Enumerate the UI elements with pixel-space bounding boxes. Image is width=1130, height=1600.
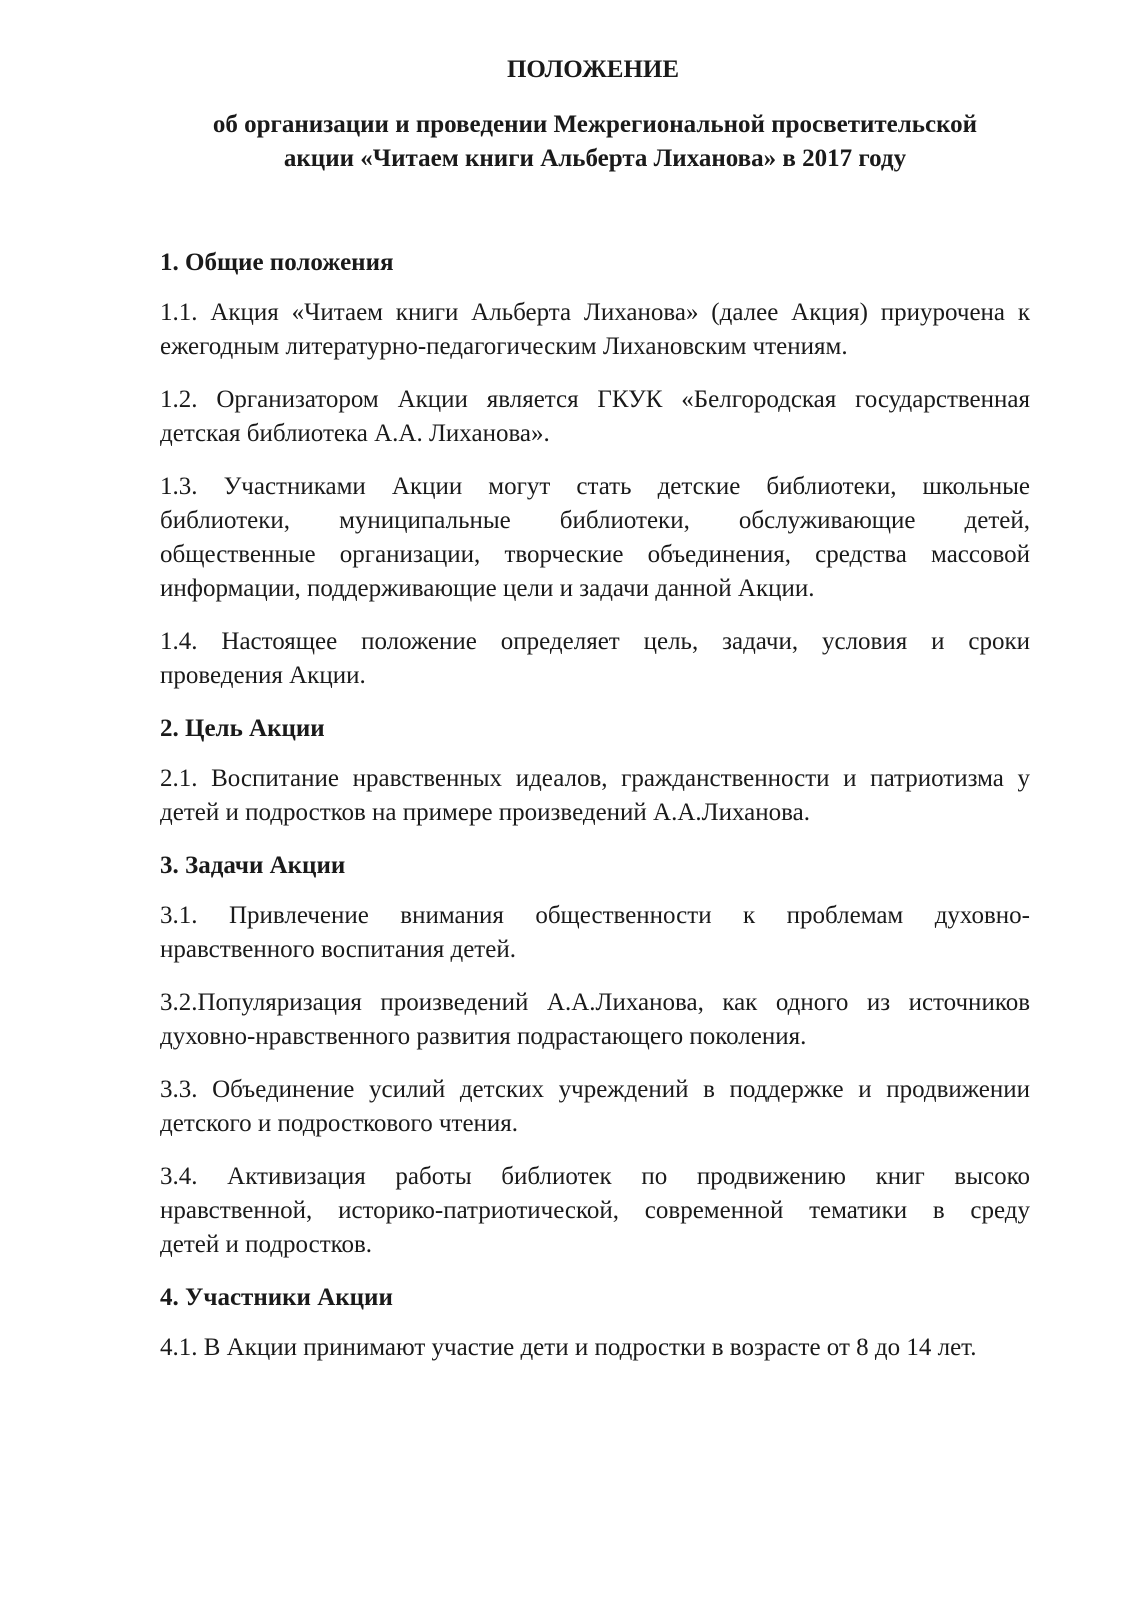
paragraph xyxy=(160,762,1030,830)
document-title: ПОЛОЖЕНИЕ xyxy=(506,56,680,83)
paragraph xyxy=(160,470,1030,606)
paragraph-line: детская библиотека А.А. Лиханова». xyxy=(160,420,550,447)
paragraph-line: 4.1. В Акции принимают участие дети и подростки в возрасте от 8 до 14 лет. xyxy=(160,1334,977,1361)
paragraph-line: 2.1. Воспитание нравственных идеалов, гражданственности и патриотизма у xyxy=(160,765,1030,792)
subtitle-line: об организации и проведении Межрегиональной просветительской xyxy=(212,111,978,138)
section-heading: 1. Общие положения xyxy=(160,249,394,276)
paragraph-line: 3.4. Активизация работы библиотек по продвижению книг высоко xyxy=(160,1163,1030,1190)
paragraph-line: библиотеки, муниципальные библиотеки, обслуживающие детей, xyxy=(160,507,1030,534)
paragraph xyxy=(160,1073,1030,1141)
paragraph-line: 3.3. Объединение усилий детских учреждений в поддержке и продвижении xyxy=(160,1076,1030,1103)
section-heading: 2. Цель Акции xyxy=(160,715,325,742)
paragraph-line: нравственного воспитания детей. xyxy=(160,936,516,963)
paragraph-line: нравственной, историко-патриотической, современной тематики в среду xyxy=(160,1197,1030,1224)
document-body xyxy=(160,246,1030,1384)
paragraph-line: информации, поддерживающие цели и задачи данной Акции. xyxy=(160,575,815,602)
section-heading: 4. Участники Акции xyxy=(160,1284,393,1311)
paragraph-line: 1.2. Организатором Акции является ГКУК «Белгородская государственная xyxy=(160,386,1030,413)
paragraph-line: духовно-нравственного развития подрастающего поколения. xyxy=(160,1023,807,1050)
paragraph xyxy=(160,383,1030,451)
paragraph xyxy=(160,1331,1030,1365)
paragraph-line: проведения Акции. xyxy=(160,662,366,689)
paragraph-line: 3.1. Привлечение внимания общественности к проблемам духовно- xyxy=(160,902,1030,929)
paragraph-line: 1.1. Акция «Читаем книги Альберта Лиханова» (далее Акция) приурочена к xyxy=(160,299,1030,326)
paragraph-line: детей и подростков на примере произведений А.А.Лиханова. xyxy=(160,799,810,826)
paragraph-line: 1.3. Участниками Акции могут стать детские библиотеки, школьные xyxy=(160,473,1030,500)
paragraph-line: 1.4. Настоящее положение определяет цель, задачи, условия и сроки xyxy=(160,628,1030,655)
paragraph-line: ежегодным литературно-педагогическим Лихановским чтениям. xyxy=(160,333,848,360)
paragraph xyxy=(160,1160,1030,1262)
paragraph-line: 3.2.Популяризация произведений А.А.Лиханова, как одного из источников xyxy=(160,989,1030,1016)
paragraph-line: детей и подростков. xyxy=(160,1231,373,1258)
paragraph-line: общественные организации, творческие объединения, средства массовой xyxy=(160,541,1030,568)
paragraph-line: детского и подросткового чтения. xyxy=(160,1110,519,1137)
paragraph xyxy=(160,625,1030,693)
section-heading: 3. Задачи Акции xyxy=(160,852,346,879)
paragraph xyxy=(160,296,1030,364)
paragraph xyxy=(160,899,1030,967)
subtitle-line: акции «Читаем книги Альберта Лиханова» в 2017 году xyxy=(283,145,907,172)
paragraph xyxy=(160,986,1030,1054)
document-subtitle xyxy=(160,108,1030,176)
